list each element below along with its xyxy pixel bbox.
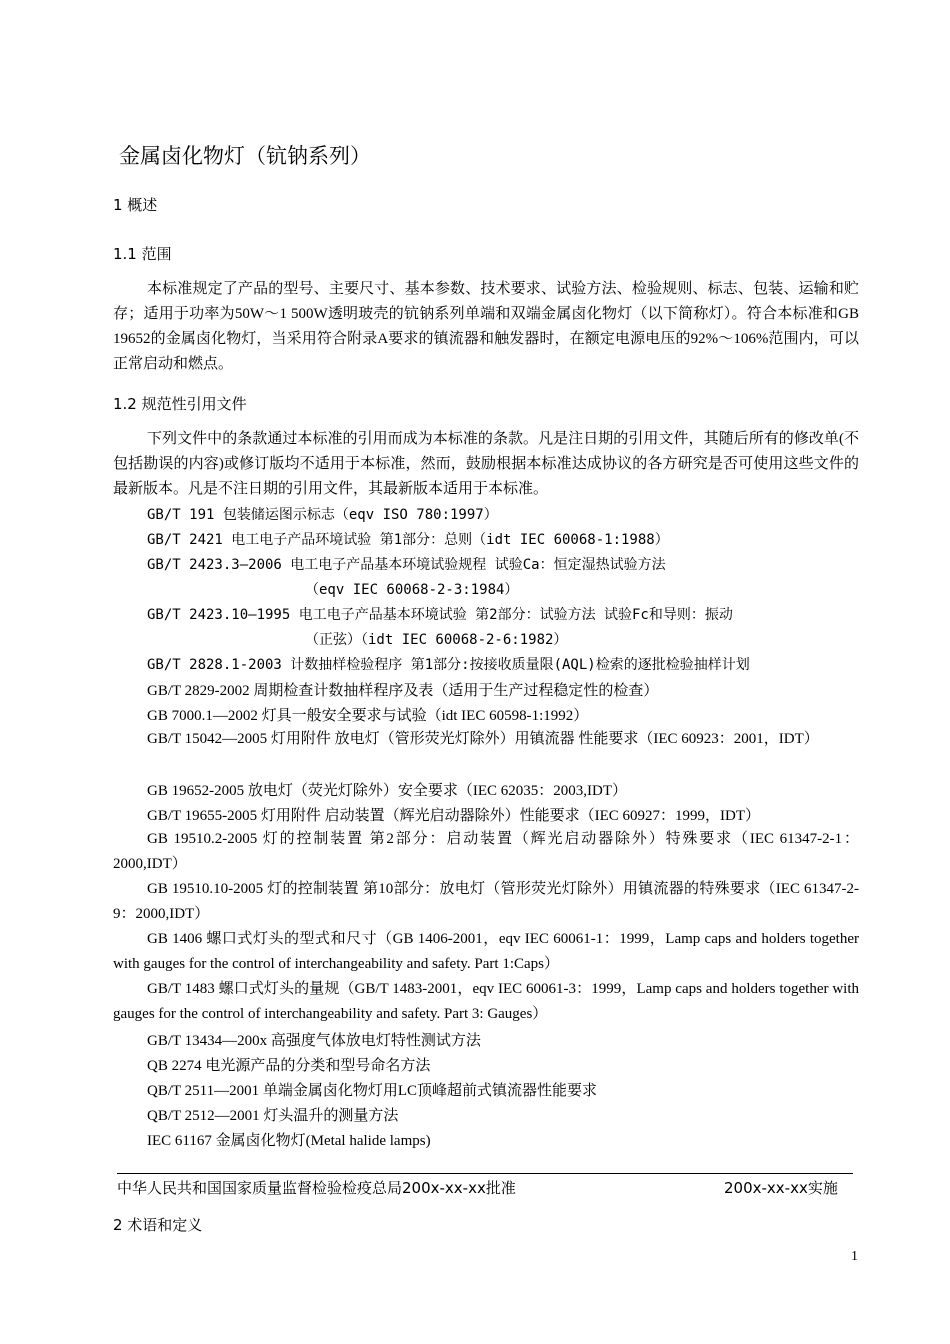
reference-item: GB 19510.10-2005 灯的控制装置 第10部分：放电灯（管形荧光灯除外）用镇流器的特殊要求（IEC 61347-2-9：2000,IDT）: [113, 881, 859, 922]
reference-item: GB/T 2423.3—2006 电工电子产品基本环境试验规程 试验Ca：恒定湿热试验方法: [147, 557, 666, 573]
reference-item: GB/T 15042—2005 灯用附件 放电灯（管形荧光灯除外）用镇流器 性能要求（IEC 60923：2001，IDT）: [147, 731, 819, 747]
normative-references-paragraph: 下列文件中的条款通过本标准的引用而成为本标准的条款。凡是注日期的引用文件，其随后所有的修改单(不包括勘误的内容)或修订版均不适用于本标准，然而，鼓励根据本标准达成协议的各方研究是否可使用这些文件的最新版本。凡是不注日期的引用文件，其最新版本适用于本标准。: [113, 431, 859, 497]
reference-item: GB 19510.2-2005 灯的控制装置 第2部分：启动装置（辉光启动器除外）特殊要求（IEC 61347-2-1：2000,IDT）: [113, 831, 859, 872]
reference-item: QB/T 2512—2001 灯头温升的测量方法: [147, 1108, 399, 1124]
reference-item: GB/T 2829-2002 周期检查计数抽样程序及表（适用于生产过程稳定性的检查）: [147, 683, 659, 699]
footer-divider: [117, 1173, 853, 1174]
reference-item: QB/T 2511—2001 单端金属卤化物灯用LC顶峰超前式镇流器性能要求: [147, 1083, 598, 1099]
reference-item: GB/T 13434—200x 高强度气体放电灯特性测试方法: [147, 1033, 481, 1049]
reference-item-continuation: （正弦）（idt IEC 60068-2-6:1982）: [305, 632, 568, 648]
reference-item: GB 7000.1—2002 灯具一般安全要求与试验（idt IEC 60598-1:1992）: [147, 708, 589, 724]
reference-item: IEC 61167 金属卤化物灯(Metal halide lamps): [147, 1133, 431, 1149]
scope-paragraph: 本标准规定了产品的型号、主要尺寸、基本参数、技术要求、试验方法、检验规则、标志、包装、运输和贮存；适用于功率为50W～1 500W透明玻壳的钪钠系列单端和双端金属卤化物灯（以下简称灯）。符合本标准和GB 19652的金属卤化物灯，当采用符合附录A要求的镇流器和触发器时，在额定电源电压的92%～106%范围内，可以正常启动和燃点。: [113, 281, 859, 372]
reference-item: GB/T 191 包装储运图示标志（eqv ISO 780:1997）: [147, 507, 498, 523]
section-2-heading: 2 术语和定义: [113, 1216, 203, 1234]
document-title: 金属卤化物灯（钪钠系列）: [119, 144, 371, 168]
page-number: 1: [851, 1249, 858, 1264]
reference-item-continuation: （eqv IEC 60068-2-3:1984）: [305, 582, 519, 598]
reference-item: GB 1406 螺口式灯头的型式和尺寸（GB 1406-2001，eqv IEC 60061-1：1999，Lamp caps and holders together with gauges for the control of interchangeability and safety. Part 1:Caps）: [113, 931, 859, 972]
section-1-1-heading: 1.1 范围: [113, 245, 172, 263]
approval-statement: 中华人民共和国国家质量监督检验检疫总局200x-xx-xx批准: [117, 1179, 516, 1197]
reference-item: GB/T 2423.10—1995 电工电子产品基本环境试验 第2部分：试验方法 试验Fc和导则：振动: [147, 607, 733, 623]
reference-item: GB/T 1483 螺口式灯头的量规（GB/T 1483-2001，eqv IEC 60061-3：1999，Lamp caps and holders together with gauges for the control of interchangeability and safety. Part 3: Gauges）: [113, 981, 859, 1022]
reference-item: QB 2274 电光源产品的分类和型号命名方法: [147, 1058, 431, 1074]
reference-item: GB/T 19655-2005 灯用附件 启动装置（辉光启动器除外）性能要求（IEC 60927：1999，IDT）: [147, 808, 761, 824]
reference-item: GB/T 2421 电工电子产品环境试验 第1部分：总则（idt IEC 60068-1:1988）: [147, 532, 669, 548]
section-1-heading: 1 概述: [113, 196, 158, 214]
implementation-date: 200x-xx-xx实施: [724, 1179, 838, 1197]
section-1-2-heading: 1.2 规范性引用文件: [113, 395, 247, 413]
reference-item: GB/T 2828.1-2003 计数抽样检验程序 第1部分:按接收质量限(AQL)检索的逐批检验抽样计划: [147, 657, 750, 673]
reference-item: GB 19652-2005 放电灯（荧光灯除外）安全要求（IEC 62035：2003,IDT）: [147, 783, 627, 799]
